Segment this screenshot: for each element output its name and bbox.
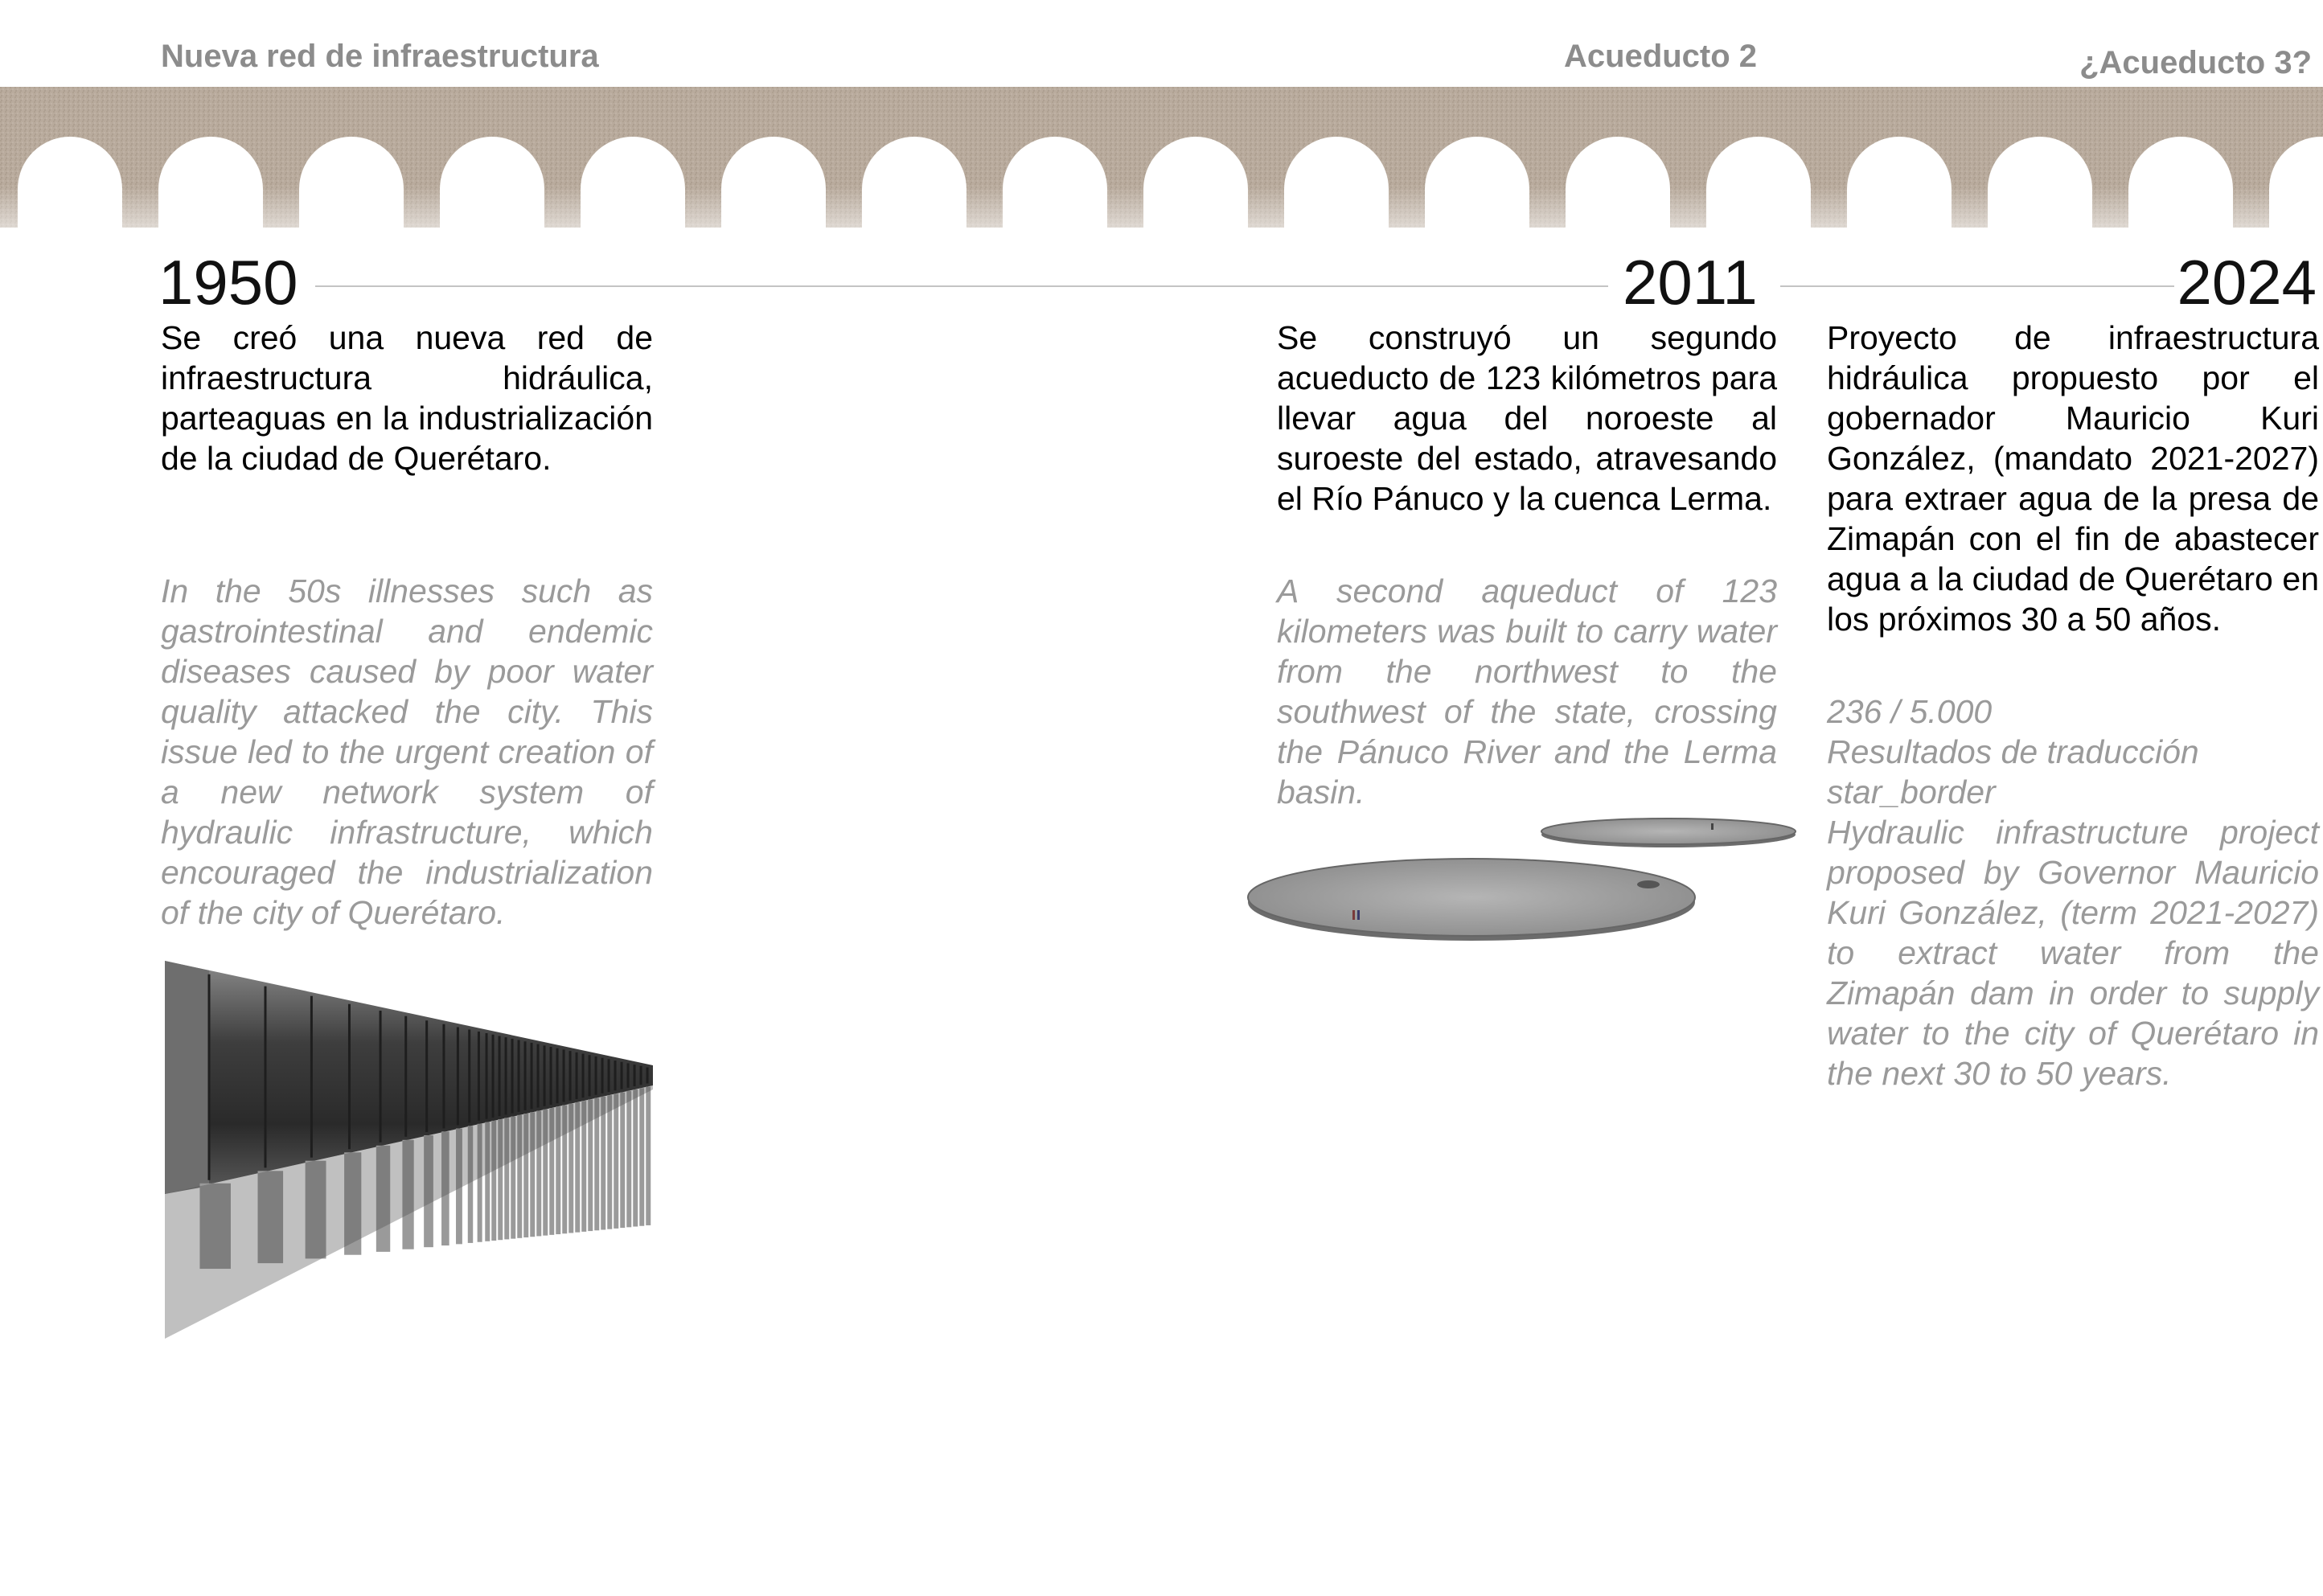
description-en-2011: A second aqueduct of 123 kilometers was built to carry water from the northwest to the southwest of the state, crossing the Pánuco River and the Lerma basin. (1277, 572, 1777, 810)
pipe-pier (639, 1088, 644, 1225)
timeline-line (315, 285, 1608, 287)
year-2024: 2024 (2177, 247, 2317, 318)
header-right-label: ¿Acueducto 3? (2079, 45, 2312, 80)
timeline-line (1780, 285, 2174, 287)
header-middle-label: Acueducto 2 (1564, 39, 1758, 74)
pipe-pier (614, 1093, 618, 1229)
pipe-pier (633, 1089, 638, 1226)
pipe-pier (607, 1095, 612, 1229)
header-left-label: Nueva red de infraestructura (161, 39, 599, 74)
description-en-2024-block (1827, 691, 2319, 1093)
pipe-pier (620, 1093, 625, 1229)
translation-char-count: 236 / 5.000 (1827, 693, 1993, 730)
year-2011: 2011 (1623, 247, 1758, 318)
description-es-2011: Se construyó un segundo acueducto de 123 kilómetros para llevar agua del noroeste al suroeste del estado, atravesando el Río Pánuco y la cuenca Lerma. (1277, 319, 1777, 517)
description-en-1950: In the 50s illnesses such as gastrointestinal and endemic diseases caused by poor water quality attacked the city. This issue led to the urgent creation of a new network system of hydraulic infrastructure, which encouraged the industrialization of the city of Querétaro. (161, 572, 653, 931)
pipe-pier (646, 1087, 651, 1225)
pipe-pier (626, 1091, 631, 1227)
description-es-1950: Se creó una nueva red de infraestructura hidráulica, parteaguas en la industrialización de la ciudad de Querétaro. (161, 319, 653, 477)
water-tanks-render (1246, 812, 1809, 949)
aqueduct-illustration (0, 87, 2323, 228)
description-es-2024: Proyecto de infraestructura hidráulica propuesto por el gobernador Mauricio Kuri González, (mandato 2021-2027) para extraer agua de la presa de Zimapán con el fin de abastecer agua a la ciudad de Querétaro en los próximos 30 a 50 años. (1827, 319, 2319, 638)
star-border-label: star_border (1827, 773, 1996, 810)
pipeline-photo (161, 953, 653, 1339)
pipe-pier (601, 1097, 605, 1230)
translation-results-label: Resultados de traducción (1827, 733, 2199, 770)
description-en-2024: Hydraulic infrastructure project proposed by Governor Mauricio Kuri González, (term 2021-2027) to extract water from the Zimapán dam in order to supply water to the city of Querétaro in the next 30 to 50 years. (1827, 814, 2319, 1092)
year-1950: 1950 (158, 247, 298, 318)
